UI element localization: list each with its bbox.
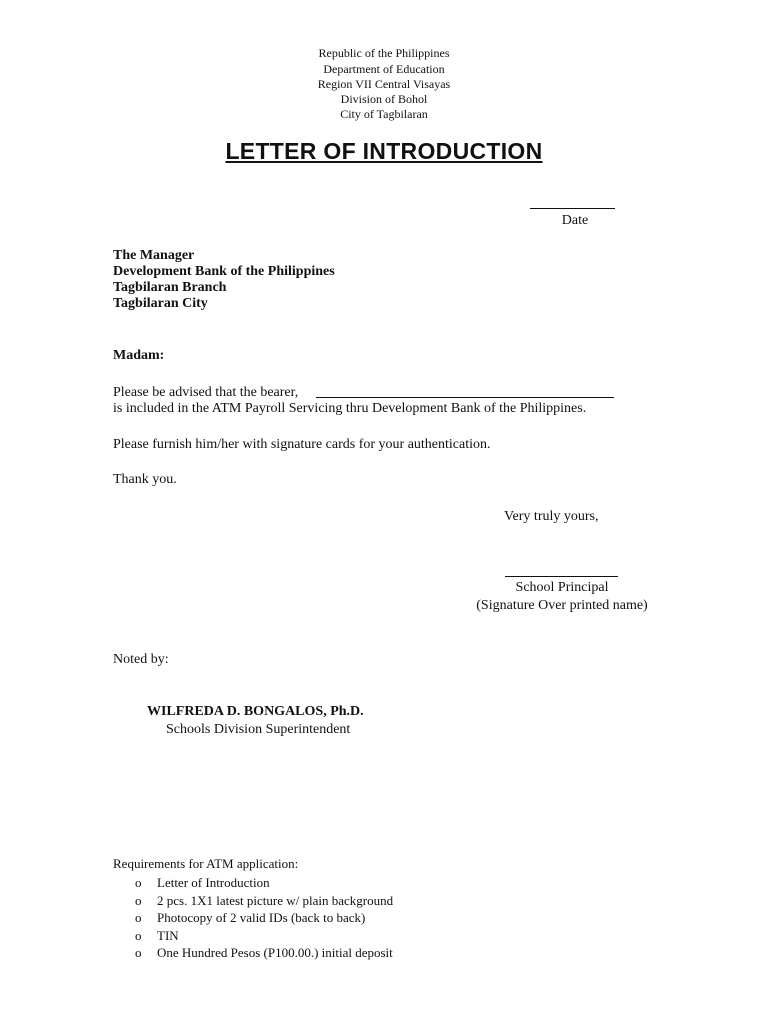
addressee-line-branch: Tagbilaran Branch	[113, 280, 227, 295]
body-paragraph-1-line-2: is included in the ATM Payroll Servicing thru Development Bank of the Philippines.	[113, 401, 587, 416]
header-line-republic: Republic of the Philippines	[318, 46, 450, 60]
header-line-division: Division of Bohol	[340, 92, 428, 106]
date-label: Date	[561, 213, 589, 228]
body-paragraph-3: Thank you.	[113, 472, 177, 487]
bullet: o	[135, 875, 142, 890]
signatory-note: (Signature Over printed name)	[476, 598, 648, 613]
addressee-line-manager: The Manager	[113, 248, 195, 263]
bullet: o	[135, 927, 142, 943]
signature-line	[505, 576, 618, 577]
header-line-city: City of Tagbilaran	[340, 107, 428, 121]
body-paragraph-1-prefix: Please be advised that the bearer,	[113, 385, 299, 400]
header-line-department: Department of Education	[323, 62, 445, 76]
requirements-heading: Requirements for ATM application:	[113, 856, 299, 871]
requirement-item: 2 pcs. 1X1 latest picture w/ plain background	[157, 892, 394, 908]
bullet: o	[135, 892, 142, 908]
body-paragraph-2: Please furnish him/her with signature cards for your authentication.	[113, 437, 491, 452]
noted-by-position: Schools Division Superintendent	[166, 722, 351, 737]
noted-by-label: Noted by:	[113, 652, 169, 667]
addressee-line-bank: Development Bank of the Philippines	[113, 264, 335, 279]
requirement-item: TIN	[157, 927, 179, 943]
bearer-name-blank	[316, 397, 614, 398]
date-line	[530, 208, 615, 209]
bullet: o	[135, 910, 142, 925]
bullet: o	[135, 945, 142, 960]
header-line-region: Region VII Central Visayas	[317, 77, 451, 91]
addressee-line-city: Tagbilaran City	[113, 296, 208, 311]
requirement-item: Letter of Introduction	[157, 875, 270, 890]
closing: Very truly yours,	[504, 509, 599, 524]
noted-by-name: WILFREDA D. BONGALOS, Ph.D.	[147, 704, 364, 719]
requirement-item: One Hundred Pesos (P100.00.) initial deposit	[157, 945, 393, 960]
salutation: Madam:	[113, 348, 165, 363]
signatory-title: School Principal	[515, 580, 609, 595]
page-title: LETTER OF INTRODUCTION	[225, 138, 543, 164]
requirement-item: Photocopy of 2 valid IDs (back to back)	[157, 910, 366, 925]
